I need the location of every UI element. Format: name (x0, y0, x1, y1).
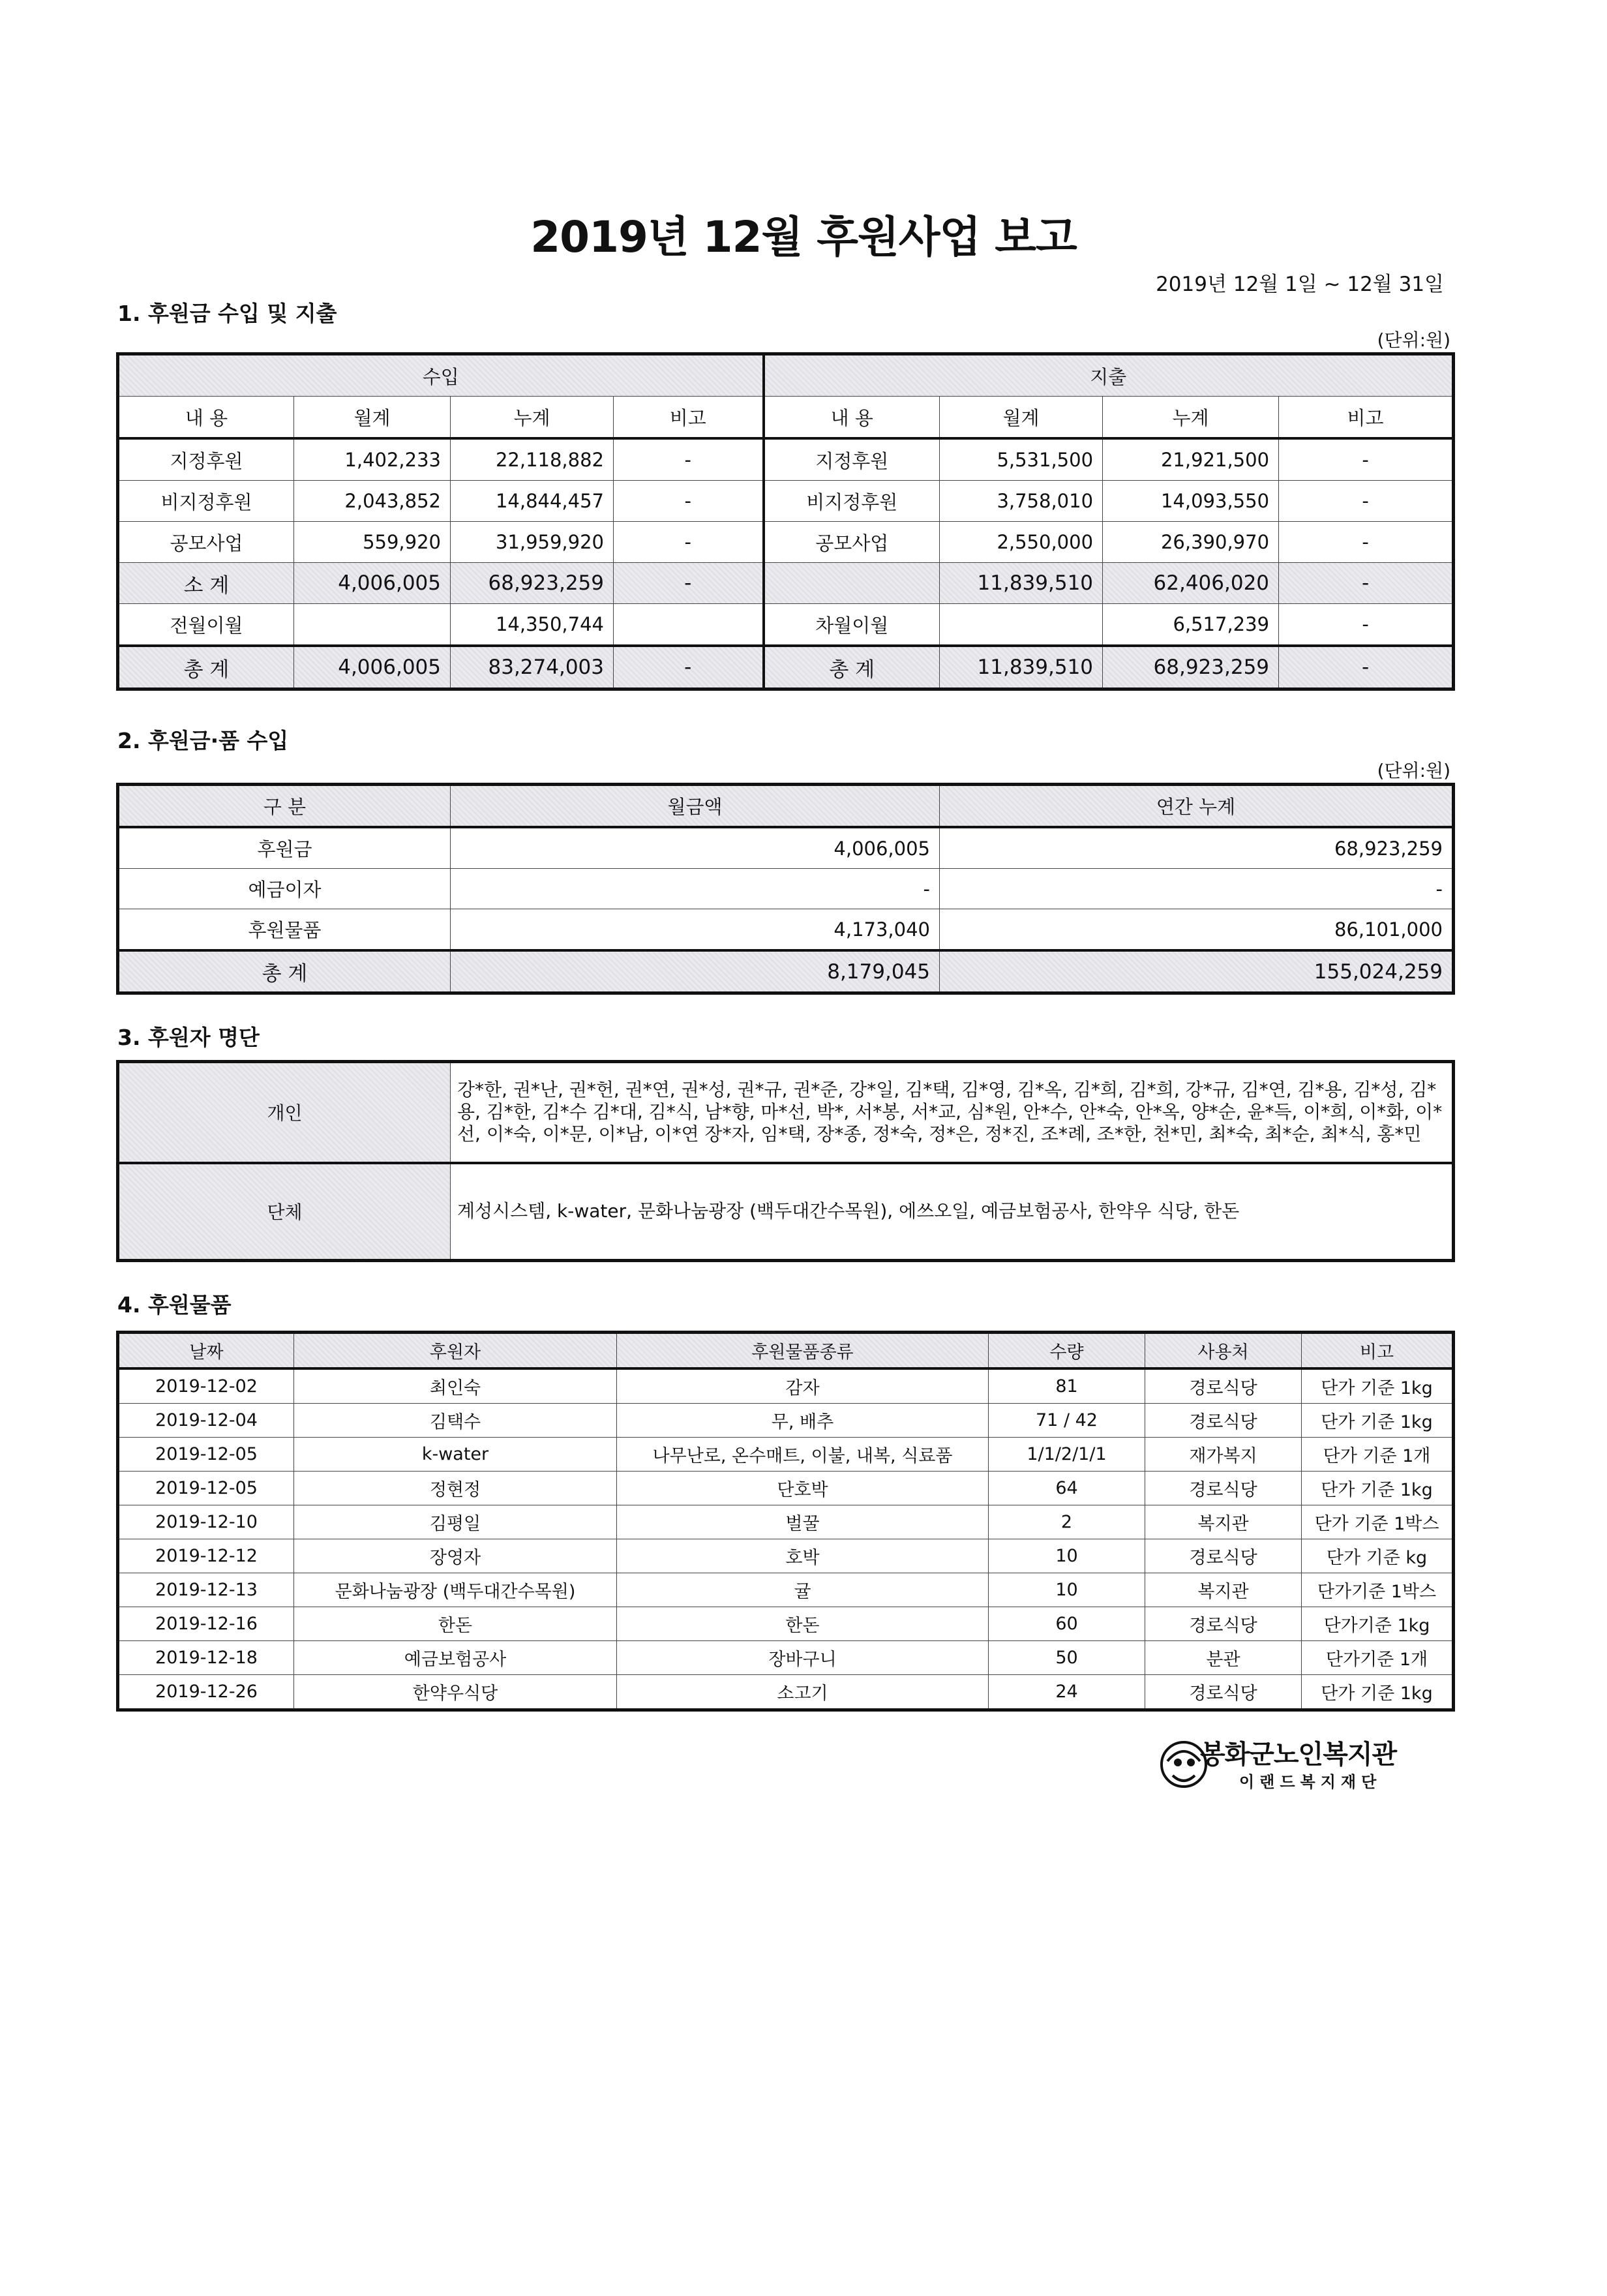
cell-item: 한돈 (617, 1607, 989, 1641)
cell-note: - (1279, 604, 1454, 646)
cell-item: 소고기 (617, 1675, 989, 1710)
cell-usage: 경로식당 (1145, 1675, 1302, 1710)
cell-value: 68,923,259 (451, 563, 614, 604)
cell-note: 단가 기준 kg (1302, 1539, 1454, 1573)
cell-value: 4,006,005 (294, 646, 451, 689)
row-label: 후원금 (118, 827, 451, 869)
cell-usage: 경로식당 (1145, 1539, 1302, 1573)
donation-income-table (116, 783, 1455, 995)
cell-value: 2,550,000 (940, 522, 1103, 563)
organization-name: 봉화군노인복지관 (1200, 1740, 1397, 1770)
row-label: 지정후원 (118, 438, 294, 481)
table-row (118, 1438, 1454, 1472)
cell-date: 2019-12-04 (118, 1404, 294, 1438)
col-cumulative: 누계 (1103, 397, 1279, 439)
donor-list-table (116, 1060, 1455, 1262)
cell-note: - (1279, 646, 1454, 689)
cell-note: 단가 기준 1박스 (1302, 1505, 1454, 1539)
cell-usage: 분관 (1145, 1641, 1302, 1675)
cell-date: 2019-12-26 (118, 1675, 294, 1710)
cell-date: 2019-12-10 (118, 1505, 294, 1539)
row-label: 총 계 (118, 646, 294, 689)
unit-label: (단위:원) (1377, 329, 1450, 351)
cell-value: 5,531,500 (940, 438, 1103, 481)
table-row (118, 1404, 1454, 1438)
cell-item: 감자 (617, 1368, 989, 1404)
group-names: 계성시스템, k-water, 문화나눔광장 (백두대간수목원), 에쓰오일, 예금보험공사, 한약우 식당, 한돈 (451, 1163, 1454, 1261)
cell-item: 벌꿀 (617, 1505, 989, 1539)
table-row (118, 909, 1454, 951)
cell-note (614, 604, 764, 646)
cell-note: - (1279, 563, 1454, 604)
cell-note: - (1279, 438, 1454, 481)
table-row (118, 1505, 1454, 1539)
cell-value: 14,093,550 (1103, 481, 1279, 522)
col-item-type: 후원물품종류 (617, 1333, 989, 1369)
cell-value: 31,959,920 (451, 522, 614, 563)
row-label: 후원물품 (118, 909, 451, 951)
col-annual: 연간 누계 (940, 785, 1454, 828)
row-label: 공모사업 (118, 522, 294, 563)
cell-note: - (614, 563, 764, 604)
cell-value: 155,024,259 (940, 950, 1454, 993)
table-row (118, 1539, 1454, 1573)
cell-donor: 최인숙 (294, 1368, 617, 1404)
section2-heading: 2. 후원금·품 수입 (117, 728, 289, 753)
col-note: 비고 (1279, 397, 1454, 439)
group-label: 단체 (118, 1163, 451, 1261)
cell-value (294, 604, 451, 646)
cell-usage: 재가복지 (1145, 1438, 1302, 1472)
table-row (118, 438, 1454, 481)
cell-date: 2019-12-18 (118, 1641, 294, 1675)
cell-donor: 문화나눔광장 (백두대간수목원) (294, 1573, 617, 1607)
cell-usage: 복지관 (1145, 1505, 1302, 1539)
foundation-name: 이랜드복지재단 (1239, 1773, 1382, 1791)
cell-note: - (614, 522, 764, 563)
page-title: 2019년 12월 후원사업 보고 (530, 212, 1077, 262)
cell-quantity: 71 / 42 (989, 1404, 1145, 1438)
individual-label: 개인 (118, 1062, 451, 1163)
cell-value: 4,006,005 (294, 563, 451, 604)
row-label: 소 계 (118, 563, 294, 604)
row-label: 공모사업 (764, 522, 940, 563)
cell-value: 14,350,744 (451, 604, 614, 646)
cell-value: - (940, 869, 1454, 909)
row-label: 총 계 (118, 950, 451, 993)
cell-value: 22,118,882 (451, 438, 614, 481)
unit-label: (단위:원) (1377, 760, 1450, 781)
cell-quantity: 2 (989, 1505, 1145, 1539)
cell-note: 단가기준 1개 (1302, 1641, 1454, 1675)
cell-quantity: 24 (989, 1675, 1145, 1710)
col-content: 내 용 (118, 397, 294, 439)
col-category: 구 분 (118, 785, 451, 828)
cell-date: 2019-12-05 (118, 1438, 294, 1472)
col-donor: 후원자 (294, 1333, 617, 1369)
cell-note: - (1279, 522, 1454, 563)
col-quantity: 수량 (989, 1333, 1145, 1369)
row-label (764, 563, 940, 604)
cell-donor: 한돈 (294, 1607, 617, 1641)
income-expense-table (116, 352, 1455, 691)
cell-value: 11,839,510 (940, 646, 1103, 689)
subtotal-row (118, 563, 1454, 604)
cell-value: 62,406,020 (1103, 563, 1279, 604)
cell-value: 21,921,500 (1103, 438, 1279, 481)
cell-item: 귤 (617, 1573, 989, 1607)
section4-heading: 4. 후원물품 (117, 1292, 232, 1318)
cell-value: 83,274,003 (451, 646, 614, 689)
cell-usage: 경로식당 (1145, 1368, 1302, 1404)
cell-note: 단가기준 1박스 (1302, 1573, 1454, 1607)
row-label: 예금이자 (118, 869, 451, 909)
row-label: 지정후원 (764, 438, 940, 481)
total-row (118, 950, 1454, 993)
col-month: 월계 (940, 397, 1103, 439)
cell-usage: 경로식당 (1145, 1404, 1302, 1438)
cell-usage: 경로식당 (1145, 1607, 1302, 1641)
cell-donor: 한약우식당 (294, 1675, 617, 1710)
cell-usage: 경로식당 (1145, 1472, 1302, 1505)
cell-date: 2019-12-13 (118, 1573, 294, 1607)
col-month: 월계 (294, 397, 451, 439)
cell-donor: 정현정 (294, 1472, 617, 1505)
table-row (118, 1607, 1454, 1641)
col-cumulative: 누계 (451, 397, 614, 439)
cell-note: 단가 기준 1kg (1302, 1368, 1454, 1404)
row-label: 비지정후원 (764, 481, 940, 522)
cell-quantity: 10 (989, 1573, 1145, 1607)
cell-date: 2019-12-05 (118, 1472, 294, 1505)
table-row (118, 604, 1454, 646)
cell-note: - (614, 481, 764, 522)
income-header: 수입 (118, 354, 764, 397)
individual-names: 강*한, 권*난, 권*헌, 권*연, 권*성, 권*규, 권*준, 강*일, 김*택, 김*영, 김*옥, 김*희, 김*희, 강*규, 김*연, 김*용, 김*성, 김*용, 김*한, 김*수 김*대, 김*식, 남*향, 마*선, 박*, 서*봉, 서*교, 심*원, 안*수, 안*숙, 안*옥, 양*순, 윤*득, 이*희, 이*화, 이*선, 이*숙, 이*문, 이*남, 이*연 장*자, 임*택, 장*종, 정*숙, 정*은, 정*진, 조*례, 조*한, 천*민, 최*숙, 최*순, 최*식, 홍*민 (451, 1062, 1454, 1163)
cell-item: 나무난로, 온수매트, 이불, 내복, 식료품 (617, 1438, 989, 1472)
col-usage: 사용처 (1145, 1333, 1302, 1369)
cell-quantity: 81 (989, 1368, 1145, 1404)
col-note: 비고 (1302, 1333, 1454, 1369)
table-row (118, 1675, 1454, 1710)
cell-quantity: 10 (989, 1539, 1145, 1573)
expense-header: 지출 (764, 354, 1454, 397)
cell-item: 단호박 (617, 1472, 989, 1505)
cell-date: 2019-12-02 (118, 1368, 294, 1404)
cell-date: 2019-12-12 (118, 1539, 294, 1573)
cell-quantity: 60 (989, 1607, 1145, 1641)
section1-heading: 1. 후원금 수입 및 지출 (117, 301, 337, 326)
cell-value: 3,758,010 (940, 481, 1103, 522)
cell-donor: 김택수 (294, 1404, 617, 1438)
col-note: 비고 (614, 397, 764, 439)
cell-donor: 예금보험공사 (294, 1641, 617, 1675)
cell-value: 2,043,852 (294, 481, 451, 522)
cell-note: 단가 기준 1개 (1302, 1438, 1454, 1472)
table-row (118, 827, 1454, 869)
cell-value: - (451, 869, 940, 909)
cell-donor: 장영자 (294, 1539, 617, 1573)
cell-note: 단가 기준 1kg (1302, 1472, 1454, 1505)
row-label: 비지정후원 (118, 481, 294, 522)
cell-item: 장바구니 (617, 1641, 989, 1675)
cell-value: 8,179,045 (451, 950, 940, 993)
table-row (118, 1472, 1454, 1505)
cell-usage: 복지관 (1145, 1573, 1302, 1607)
cell-value: 1,402,233 (294, 438, 451, 481)
cell-value: 6,517,239 (1103, 604, 1279, 646)
table-row (118, 1368, 1454, 1404)
table-header-row (118, 1333, 1454, 1369)
section3-heading: 3. 후원자 명단 (117, 1025, 260, 1050)
table-row (118, 1641, 1454, 1675)
cell-quantity: 1/1/2/1/1 (989, 1438, 1145, 1472)
cell-value: 86,101,000 (940, 909, 1454, 951)
cell-value: 4,006,005 (451, 827, 940, 869)
cell-value: 4,173,040 (451, 909, 940, 951)
row-label: 차월이월 (764, 604, 940, 646)
donated-goods-table (116, 1331, 1455, 1712)
table-row (118, 481, 1454, 522)
cell-value: 68,923,259 (940, 827, 1454, 869)
cell-value (940, 604, 1103, 646)
cell-note: - (1279, 481, 1454, 522)
table-row (118, 1573, 1454, 1607)
cell-note: 단가 기준 1kg (1302, 1404, 1454, 1438)
table-row (118, 869, 1454, 909)
table-row (118, 522, 1454, 563)
cell-date: 2019-12-16 (118, 1607, 294, 1641)
cell-value: 11,839,510 (940, 563, 1103, 604)
report-period: 2019년 12월 1일 ~ 12월 31일 (1156, 273, 1444, 296)
cell-quantity: 50 (989, 1641, 1145, 1675)
cell-donor: k-water (294, 1438, 617, 1472)
col-date: 날짜 (118, 1333, 294, 1369)
cell-value: 559,920 (294, 522, 451, 563)
col-month-amount: 월금액 (451, 785, 940, 828)
cell-note: - (614, 646, 764, 689)
col-content: 내 용 (764, 397, 940, 439)
cell-value: 26,390,970 (1103, 522, 1279, 563)
cell-note: 단가 기준 1kg (1302, 1675, 1454, 1710)
cell-item: 무, 배추 (617, 1404, 989, 1438)
cell-item: 호박 (617, 1539, 989, 1573)
cell-note: - (614, 438, 764, 481)
cell-value: 14,844,457 (451, 481, 614, 522)
cell-note: 단가기준 1kg (1302, 1607, 1454, 1641)
row-label: 전월이월 (118, 604, 294, 646)
row-label: 총 계 (764, 646, 940, 689)
cell-donor: 김평일 (294, 1505, 617, 1539)
total-row (118, 646, 1454, 689)
cell-quantity: 64 (989, 1472, 1145, 1505)
cell-value: 68,923,259 (1103, 646, 1279, 689)
